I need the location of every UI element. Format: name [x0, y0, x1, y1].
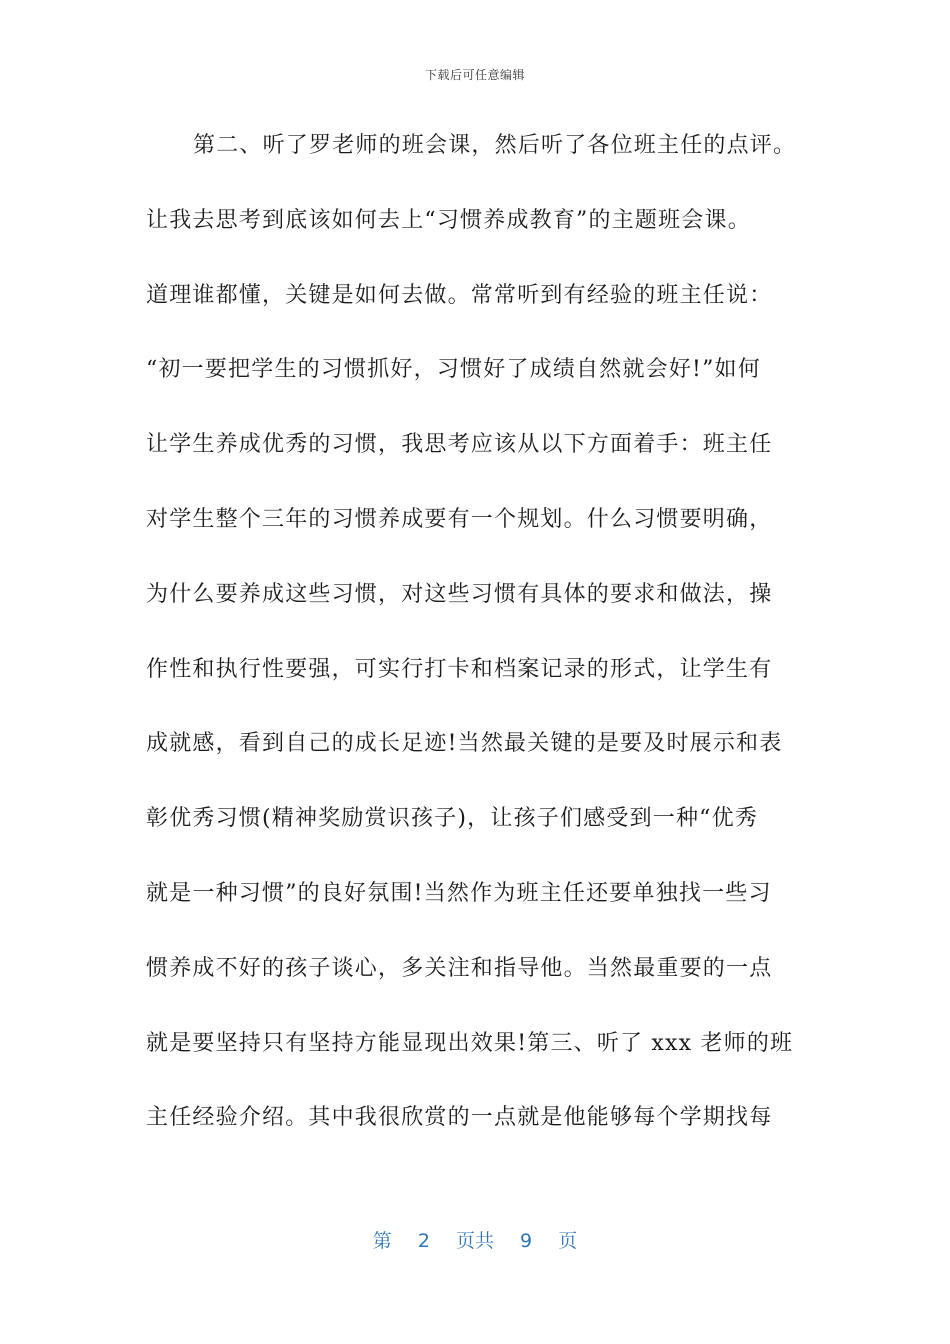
footer-suffix: 页 — [558, 1230, 578, 1252]
paragraph-line: 让学生养成优秀的习惯，我思考应该从以下方面着手：班主任 — [146, 432, 773, 458]
paragraph-line: 彰优秀习惯(精神奖励赏识孩子)，让孩子们感受到一种“优秀 — [146, 806, 759, 832]
footer-prefix: 第 — [372, 1230, 392, 1252]
paragraph-line: 惯养成不好的孩子谈心，多关注和指导他。当然最重要的一点 — [146, 955, 773, 981]
paragraph-line: 就是一种习惯”的良好氛围!当然作为班主任还要单独找一些习 — [146, 880, 772, 906]
paragraph-line: 第二、听了罗老师的班会课，然后听了各位班主任的点评。 — [193, 133, 797, 158]
footer-total-pages: 9 — [520, 1230, 533, 1252]
document-body — [146, 128, 816, 1175]
paragraph-line: 就是要坚持只有坚持方能显现出效果!第三、听了 xxx 老师的班 — [146, 1030, 794, 1056]
paragraph-line: 让我去思考到底该如何去上“习惯养成教育”的主题班会课。 — [146, 207, 751, 233]
paragraph-line: 作性和执行性要强，可实行打卡和档案记录的形式，让学生有 — [146, 656, 773, 682]
footer-middle: 页共 — [455, 1230, 494, 1252]
page-header: 下载后可任意编辑 — [424, 68, 525, 82]
paragraph-line: 成就感，看到自己的成长足迹!当然最关键的是要及时展示和表 — [146, 731, 783, 757]
paragraph-line: 道理谁都懂，关键是如何去做。常常听到有经验的班主任说： — [146, 282, 773, 308]
page-footer — [0, 1226, 950, 1253]
paragraph-line: “初一要把学生的习惯抓好，习惯好了成绩自然就会好!”如何 — [146, 357, 761, 383]
paragraph-line: 主任经验介绍。其中我很欣赏的一点就是他能够每个学期找每 — [146, 1105, 773, 1131]
paragraph-line: 对学生整个三年的习惯养成要有一个规划。什么习惯要明确， — [146, 506, 773, 532]
footer-current-page: 2 — [417, 1230, 430, 1252]
paragraph-line: 为什么要养成这些习惯，对这些习惯有具体的要求和做法，操 — [146, 581, 773, 607]
